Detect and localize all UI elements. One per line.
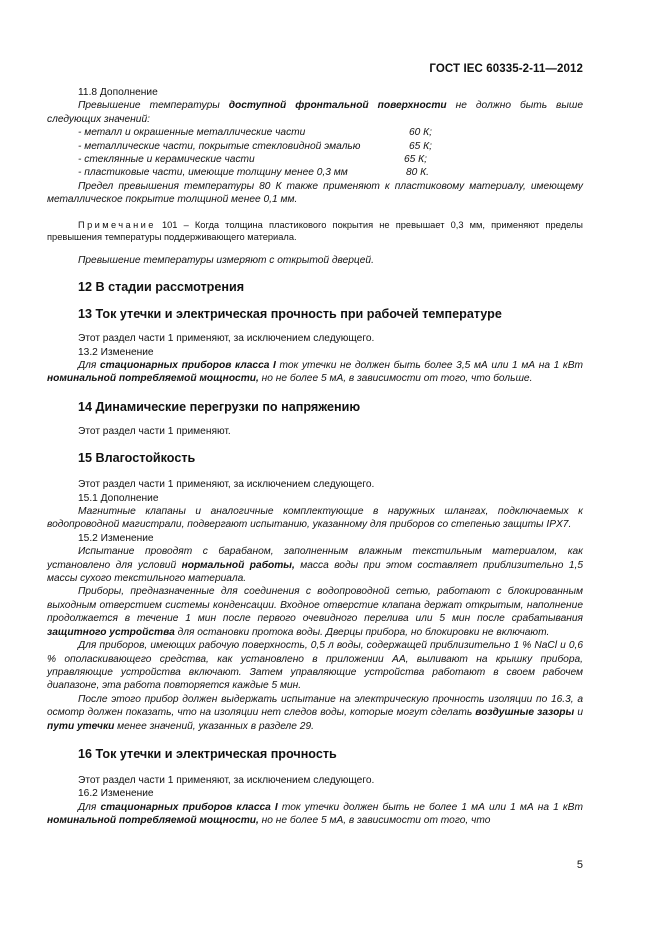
section-15-intro: Этот раздел части 1 применяют, за исключением следующего. bbox=[78, 479, 375, 491]
section-16-heading: 16 Ток утечки и электрическая прочность bbox=[78, 746, 337, 761]
clause-13-2-title: 13.2 Изменение bbox=[78, 346, 154, 358]
clause-15-2-text-2: Приборы, предназначенные для соединения с водопроводной сетью, работают с блокированным выходным отверстием системы конденсации. Входное отверстие клапана держат открытым, наполнение продолжается в течение 1 мин после первого очевидного перелива или 5 мин после срабатывания защитного устройства для остановки протока воды. Дверцы прибора, но блокировки не включают. bbox=[47, 586, 583, 638]
clause-11-8-measure-text: Превышение температуры измеряют с открытой дверцей. bbox=[78, 254, 374, 266]
clause-11-8-limit-text: Предел превышения температуры 80 К также применяют к пластиковому материалу, имеющему металлическое покрытие толщиной менее 0,1 мм. bbox=[47, 180, 583, 206]
clause-13-2-text: Для стационарных приборов класса I ток утечки не должен быть более 3,5 мА или 1 мА на 1 кВт номинальной потребляемой мощности, но не более 5 мА, в зависимости от того, что больше. bbox=[47, 360, 583, 385]
document-body bbox=[47, 86, 583, 828]
clause-15-2-text-4: После этого прибор должен выдержать испытание на электрическую прочность изоляции по 16.3, а осмотр должен показать, что на изоляции нет следов воды, которые могут сделать воздушные зазоры и пути утечки менее значений, указанных в разделе 29. bbox=[47, 693, 583, 732]
standard-header: ГОСТ IEC 60335-2-11—2012 bbox=[429, 63, 583, 75]
clause-15-1-text: Магнитные клапаны и аналогичные комплектующие в наружных шлангах, подключаемых к водопроводной магистрали, подвергают испытанию, указанному для приборов со степенью защиты IPX7. bbox=[47, 506, 583, 531]
clause-15-2-title: 15.2 Изменение bbox=[78, 532, 154, 544]
section-12-heading: 12 В стадии рассмотрения bbox=[78, 280, 245, 295]
clause-15-2-text-1: Испытание проводят с барабаном, заполненным влажным текстильным материалом, как установлено для условий нормальной работы, масса воды при этом составляет приблизительно 1,5 массы сухого текстильного материала. bbox=[47, 546, 584, 585]
note-101: Примечание 101 – Когда толщина пластикового покрытия не превышает 0,3 мм, применяют пределы превышения температуры поддерживающего материала. bbox=[47, 219, 583, 243]
section-14-intro: Этот раздел части 1 применяют. bbox=[78, 425, 231, 437]
clause-16-2-title: 16.2 Изменение bbox=[78, 788, 154, 800]
limit-item-3: - стеклянные и керамические части 65 К; bbox=[78, 154, 427, 165]
section-16-intro: Этот раздел части 1 применяют, за исключением следующего. bbox=[78, 774, 375, 786]
page-number: 5 bbox=[576, 859, 583, 871]
section-14-heading: 14 Динамические перегрузки по напряжению bbox=[78, 399, 361, 414]
section-13-intro: Этот раздел части 1 применяют, за исключением следующего. bbox=[78, 333, 375, 345]
clause-16-2-text: Для стационарных приборов класса I ток утечки должен быть не более 1 мА или 1 мА на 1 кВт номинальной потребляемой мощности, но не более 5 мА, в зависимости от того, что bbox=[47, 801, 583, 827]
limit-item-4: - пластиковые части, имеющие толщину менее 0,3 мм 80 К. bbox=[78, 167, 429, 179]
clause-15-2-text-3: Для приборов, имеющих рабочую поверхность, 0,5 л воды, содержащей приблизительно 1 % NaCl и 0,6 % ополаскивающего средства, как установлено в приложении АА, выливают на крышку прибора, управляющие устройства включают. Затем управляющие устройства работают в своем рабочем диапазоне, эта работа повторяется каждые 5 мин. bbox=[47, 640, 583, 692]
clause-11-8-text: Превышение температуры доступной фронтальной поверхности не должно быть выше следующих значений: bbox=[47, 100, 583, 125]
section-15-heading: 15 Влагостойкость bbox=[78, 451, 196, 466]
limit-item-2: - металлические части, покрытые стекловидной эмалью 65 К; bbox=[78, 140, 432, 152]
clause-11-8-title: 11.8 Дополнение bbox=[78, 87, 158, 98]
clause-15-1-title: 15.1 Дополнение bbox=[78, 492, 159, 504]
limit-item-1: - металл и окрашенные металлические части 60 К; bbox=[78, 127, 432, 139]
section-13-heading: 13 Ток утечки и электрическая прочность при рабочей температуре bbox=[78, 307, 502, 322]
